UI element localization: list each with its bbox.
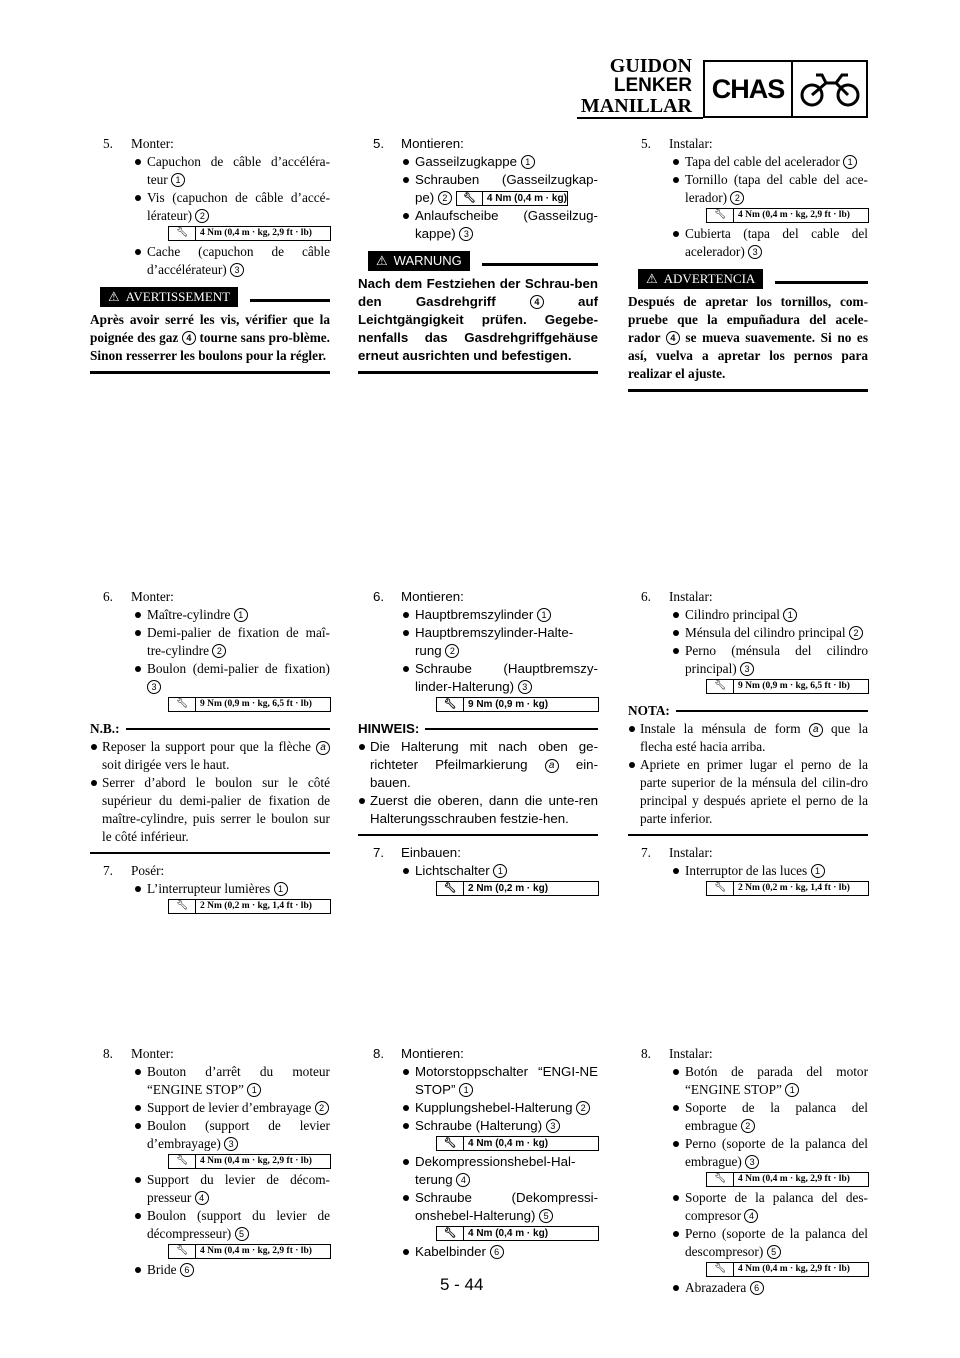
column-de-top	[358, 135, 598, 374]
wrench-icon: 🔧︎	[457, 192, 483, 205]
list-item: Soporte de la palanca del embrague 2	[671, 1099, 868, 1135]
column-es-mid	[628, 588, 868, 898]
wrench-icon: 🔧︎	[169, 698, 196, 711]
list-item: Demi-palier de fixation de maî-tre-cylindre 2	[133, 624, 330, 660]
step-5-fr: 5. Monter:	[103, 136, 174, 151]
torque-spec: 🔧︎ 9 Nm (0,9 m · kg, 6,5 ft · lb)	[706, 679, 869, 694]
step-7-fr: 7. Posér:	[103, 863, 165, 878]
list-item: Schrauben (Gasseilzugkap-pe) 2 🔧︎ 4 Nm (0,4 m · kg)	[401, 171, 598, 207]
column-es-top	[628, 135, 868, 392]
warning-header: ⚠ WARNUNG	[358, 251, 598, 271]
wrench-icon: 🔧︎	[437, 1137, 464, 1150]
step-5-es: 5. Instalar:	[641, 136, 713, 151]
wrench-icon: 🔧︎	[437, 1227, 464, 1240]
note-item: Serrer d’abord le boulon sur le côté supérieur du demi-palier de fixation de maître-cylindre, puis serrer le boulon sur le côté inférieur.	[90, 774, 330, 846]
list-item: Lichtschalter 1	[401, 862, 598, 880]
note-header: HINWEIS:	[358, 720, 598, 738]
list-item: Soporte de la palanca del des-compresor 4	[671, 1189, 868, 1225]
list-item: Bouton d’arrêt du moteur “ENGINE STOP” 1	[133, 1063, 330, 1099]
warning-icon: ⚠	[108, 289, 120, 304]
note-item: Reposer la support pour que la flèche a soit dirigée vers le haut.	[90, 738, 330, 774]
title-fr: GUIDON	[609, 55, 692, 77]
list-item: Interruptor de las luces 1	[671, 862, 868, 880]
torque-spec: 🔧︎ 9 Nm (0,9 m · kg)	[436, 697, 599, 712]
title-de: LENKER	[613, 75, 692, 96]
torque-spec: 🔧︎ 4 Nm (0,4 m · kg)	[436, 1226, 599, 1241]
wrench-icon: 🔧︎	[707, 1173, 734, 1186]
wrench-icon: 🔧︎	[707, 209, 734, 222]
torque-spec: 🔧︎ 4 Nm (0,4 m · kg, 2,9 ft · lb)	[168, 1154, 331, 1169]
warning-text: Après avoir serré les vis, vérifier que la poignée des gaz 4 tourne sans pro-blème. Sinon resserrer les boulons pour la régler.	[90, 312, 331, 363]
list-item: Gasseilzugkappe 1	[401, 153, 598, 171]
divider	[358, 834, 598, 836]
divider	[628, 834, 868, 836]
wrench-icon: 🔧︎	[707, 1263, 734, 1276]
list-item: Motorstoppschalter “ENGI-NE STOP” 1	[401, 1063, 598, 1099]
column-fr-top	[90, 135, 330, 374]
header-rule	[577, 117, 703, 119]
list-item: Hauptbremszylinder-Halte-rung 2	[401, 624, 598, 660]
list-item: Boulon (support du levier de décompresseur) 5	[133, 1207, 330, 1243]
list-item: L’interrupteur lumières 1	[133, 880, 330, 898]
wrench-icon: 🔧︎	[169, 227, 196, 240]
wrench-icon: 🔧︎	[437, 698, 464, 711]
wrench-icon: 🔧︎	[169, 900, 196, 913]
divider	[90, 852, 330, 854]
step-7-es: 7. Instalar:	[641, 845, 713, 860]
list-item: Anlaufscheibe (Gasseilzug-kappe) 3	[401, 207, 598, 243]
wrench-icon: 🔧︎	[707, 882, 734, 895]
wrench-icon: 🔧︎	[437, 882, 464, 895]
note-header: N.B.:	[90, 720, 330, 738]
list-item: Tornillo (tapa del cable del ace-lerador) 2	[671, 171, 868, 207]
motorcycle-icon	[793, 62, 866, 116]
column-de-mid	[358, 588, 598, 898]
wrench-icon: 🔧︎	[707, 680, 734, 693]
list-item: Bride 6	[133, 1261, 330, 1279]
warning-icon: ⚠	[646, 271, 658, 286]
note-item: Zuerst die oberen, dann die unte-ren Halterungsschrauben festzie-hen.	[358, 792, 598, 828]
list-item: Perno (ménsula del cilindro principal) 3	[671, 642, 868, 678]
torque-spec: 🔧︎ 4 Nm (0,4 m · kg)	[436, 1136, 599, 1151]
step-8-de: 8. Montieren:	[373, 1046, 464, 1061]
step-6-es: 6. Instalar:	[641, 589, 713, 604]
list-item: Abrazadera 6	[671, 1279, 868, 1297]
list-item: Schraube (Dekompressi-onshebel-Halterung) 5	[401, 1189, 598, 1225]
warning-header: ⚠ AVERTISSEMENT	[90, 287, 330, 307]
list-item: Schraube (Hauptbremszy-linder-Halterung) 3	[401, 660, 598, 696]
list-item: Kupplungshebel-Halterung 2	[401, 1099, 598, 1117]
list-item: Cubierta (tapa del cable del acelerador) 3	[671, 225, 868, 261]
torque-spec: 🔧︎ 4 Nm (0,4 m · kg, 2,9 ft · lb)	[168, 1244, 331, 1259]
torque-spec: 🔧︎ 9 Nm (0,9 m · kg, 6,5 ft · lb)	[168, 697, 331, 712]
list-item: Support du levier de décom-presseur 4	[133, 1171, 330, 1207]
step-6-fr: 6. Monter:	[103, 589, 174, 604]
divider	[90, 371, 330, 374]
list-item: Cache (capuchon de câble d’accélérateur) 3	[133, 243, 330, 279]
note-header: NOTA:	[628, 702, 868, 720]
list-item: Maître-cylindre 1	[133, 606, 330, 624]
list-item: Kabelbinder 6	[401, 1243, 598, 1261]
title-es: MANILLAR	[580, 95, 692, 117]
list-item: Cilindro principal 1	[671, 606, 868, 624]
torque-spec: 🔧︎ 4 Nm (0,4 m · kg)	[456, 191, 568, 206]
list-item: Perno (soporte de la palanca del embrague) 3	[671, 1135, 868, 1171]
list-item: Schraube (Halterung) 3	[401, 1117, 598, 1135]
step-5-de: 5. Montieren:	[373, 136, 464, 151]
header-titles	[581, 56, 692, 116]
warning-text: Después de apretar los tornillos, com-pruebe que la empuñadura del acele-rador 4 se mueva suavemente. Si no es así, vuelva a apretar los pernos para realizar el ajuste.	[628, 294, 869, 381]
note-item: Apriete en primer lugar el perno de la parte superior de la ménsula del cilin-dro principal y después apriete el perno de la parte inferior.	[628, 756, 868, 828]
list-item: Vis (capuchon de câble d’accé-lérateur) 2	[133, 189, 330, 225]
list-item: Dekompressionshebel-Hal-terung 4	[401, 1153, 598, 1189]
page-number: 5 - 44	[440, 1275, 484, 1294]
list-item: Perno (soporte de la palanca del descompresor) 5	[671, 1225, 868, 1261]
column-de-bottom	[358, 1045, 598, 1261]
note-item: Die Halterung mit nach oben ge-richteter Pfeilmarkierung a ein-bauen.	[358, 738, 598, 792]
torque-spec: 🔧︎ 4 Nm (0,4 m · kg, 2,9 ft · lb)	[168, 226, 331, 241]
torque-spec: 🔧︎ 4 Nm (0,4 m · kg, 2,9 ft · lb)	[706, 208, 869, 223]
note-item: Instale la ménsula de form a que la flecha esté hacia arriba.	[628, 720, 868, 756]
list-item: Capuchon de câble d’accéléra-teur 1	[133, 153, 330, 189]
warning-header: ⚠ ADVERTENCIA	[628, 269, 868, 289]
list-item: Boulon (support de levier d’embrayage) 3	[133, 1117, 330, 1153]
torque-spec: 🔧︎ 4 Nm (0,4 m · kg, 2,9 ft · lb)	[706, 1262, 869, 1277]
wrench-icon: 🔧︎	[169, 1155, 196, 1168]
torque-spec: 🔧︎ 4 Nm (0,4 m · kg, 2,9 ft · lb)	[706, 1172, 869, 1187]
torque-spec: 🔧︎ 2 Nm (0,2 m · kg, 1,4 ft · lb)	[706, 881, 869, 896]
column-fr-bottom	[90, 1045, 330, 1279]
column-fr-mid	[90, 588, 330, 916]
divider	[358, 371, 598, 374]
list-item: Hauptbremszylinder 1	[401, 606, 598, 624]
step-8-es: 8. Instalar:	[641, 1046, 713, 1061]
list-item: Boulon (demi-palier de fixation) 3	[133, 660, 330, 696]
list-item: Ménsula del cilindro principal 2	[671, 624, 868, 642]
warning-icon: ⚠	[376, 253, 388, 268]
warning-text: Nach dem Festziehen der Schrau-ben den Gasdrehgriff 4 auf Leichtgängigkeit prüfen. Gegebe-nenfalls das Gasdrehgriffgehäuse erneut ausrichten und befestigen.	[358, 276, 598, 363]
divider	[628, 389, 868, 392]
section-badge	[703, 60, 868, 118]
column-es-bottom	[628, 1045, 868, 1297]
torque-spec: 🔧︎ 2 Nm (0,2 m · kg, 1,4 ft · lb)	[168, 899, 331, 914]
list-item: Tapa del cable del acelerador 1	[671, 153, 868, 171]
step-6-de: 6. Montieren:	[373, 589, 464, 604]
step-8-fr: 8. Monter:	[103, 1046, 174, 1061]
section-code: CHAS	[705, 62, 793, 116]
list-item: Botón de parada del motor “ENGINE STOP” 1	[671, 1063, 868, 1099]
list-item: Support de levier d’embrayage 2	[133, 1099, 330, 1117]
wrench-icon: 🔧︎	[169, 1245, 196, 1258]
torque-spec: 🔧︎ 2 Nm (0,2 m · kg)	[436, 881, 599, 896]
step-7-de: 7. Einbauen:	[373, 845, 461, 860]
